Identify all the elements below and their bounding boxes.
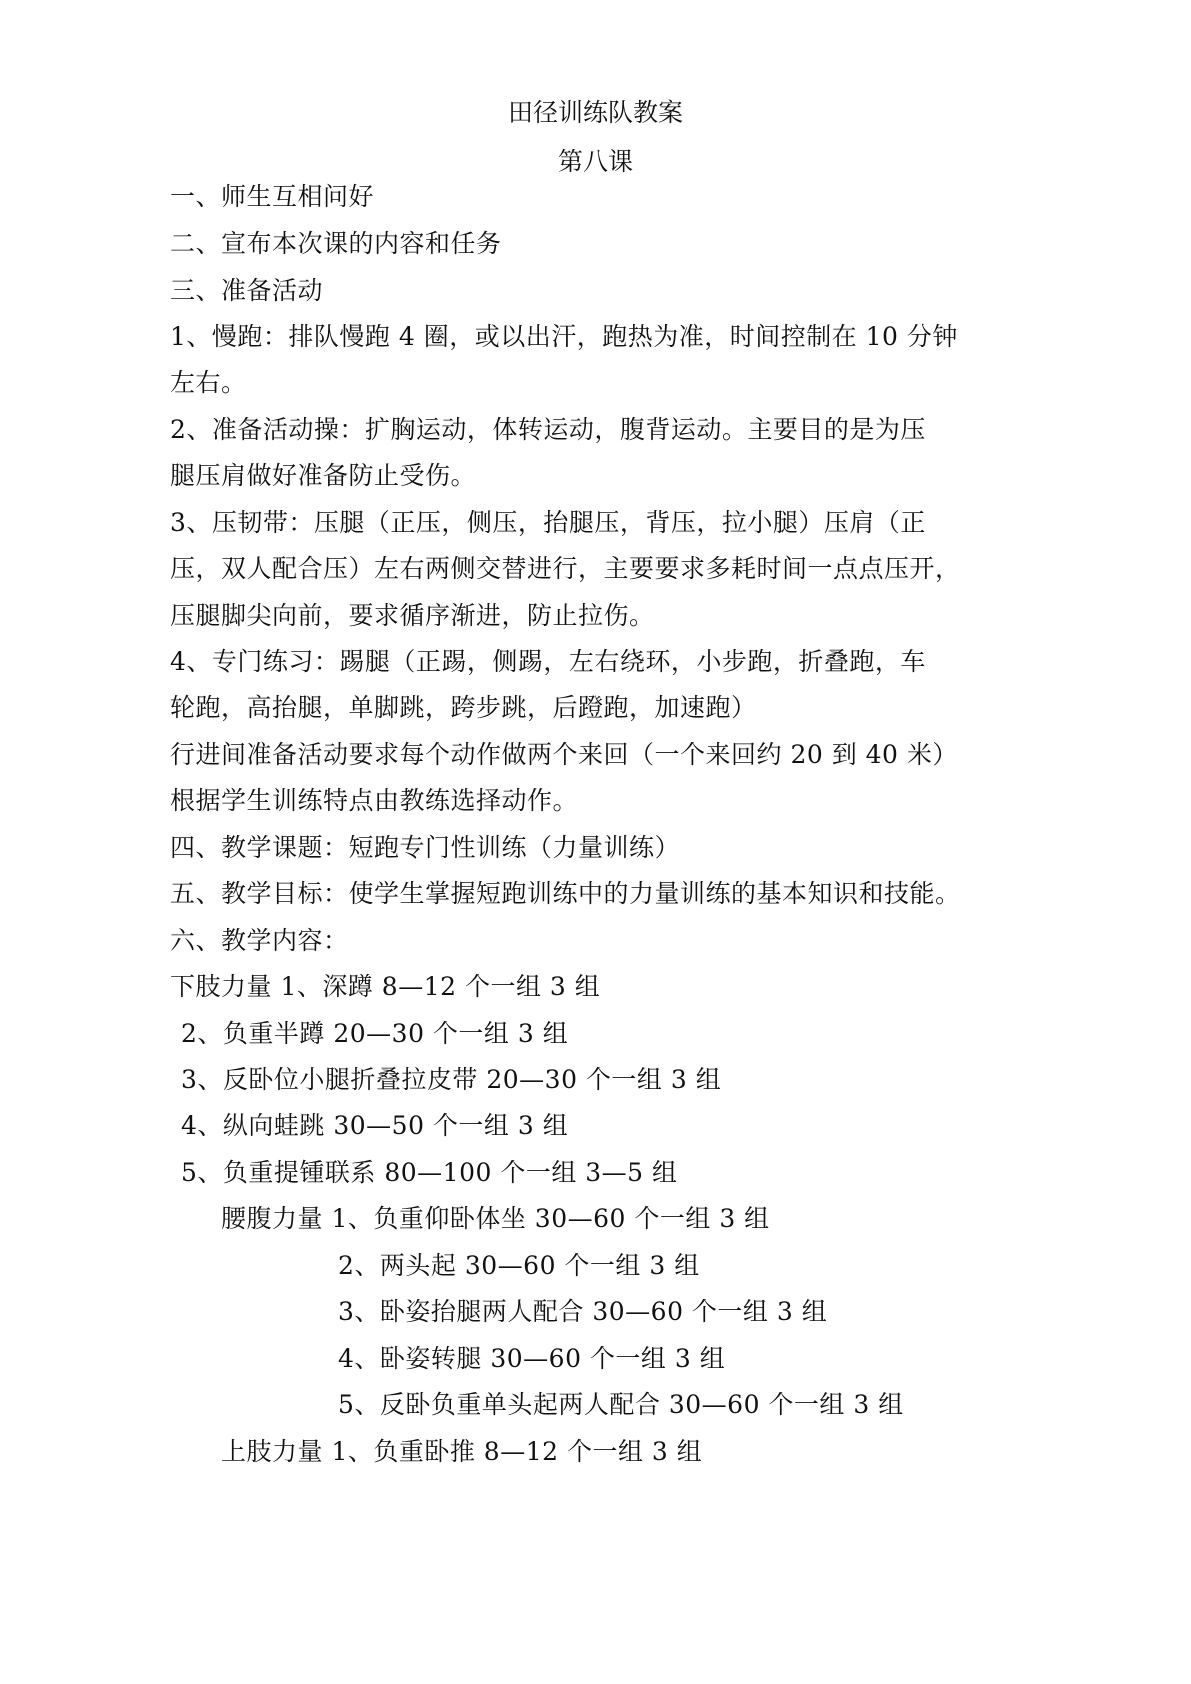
text-line: 腿压肩做好准备防止受伤。: [170, 461, 477, 490]
text-line: 六、教学内容：: [170, 926, 349, 955]
document-title: 田径训练队教案: [507, 98, 683, 127]
text-line: 四、教学课题：短跑专门性训练（力量训练）: [170, 833, 681, 862]
text-line: 1、慢跑：排队慢跑 4 圈，或以出汗，跑热为准，时间控制在 10 分钟: [170, 322, 958, 351]
text-line: 一、师生互相问好: [170, 182, 375, 211]
list-item: 3、反卧位小腿折叠拉皮带 20—30 个一组 3 组: [181, 1065, 722, 1094]
list-item: 5、负重提锺联系 80—100 个一组 3—5 组: [181, 1158, 678, 1187]
list-item: 3、卧姿抬腿两人配合 30—60 个一组 3 组: [338, 1297, 828, 1326]
text-line: 五、教学目标：使学生掌握短跑训练中的力量训练的基本知识和技能。: [170, 879, 961, 908]
text-line: 轮跑，高抬腿，单脚跳，跨步跳，后蹬跑，加速跑）: [170, 693, 757, 722]
list-item: 腰腹力量 1、负重仰卧体坐 30—60 个一组 3 组: [221, 1204, 770, 1233]
list-item: 4、纵向蛙跳 30—50 个一组 3 组: [181, 1111, 569, 1140]
text-line: 压，双人配合压）左右两侧交替进行，主要要求多耗时间一点点压开，: [170, 554, 961, 583]
text-line: 根据学生训练特点由教练选择动作。: [170, 786, 579, 815]
list-item: 上肢力量 1、负重卧推 8—12 个一组 3 组: [221, 1437, 703, 1466]
text-line: 行进间准备活动要求每个动作做两个来回（一个来回约 20 到 40 米）: [170, 740, 958, 769]
text-line: 三、准备活动: [170, 276, 324, 305]
text-line: 二、宣布本次课的内容和任务: [170, 229, 502, 258]
text-line: 压腿脚尖向前，要求循序渐进，防止拉伤。: [170, 601, 655, 630]
list-item: 4、卧姿转腿 30—60 个一组 3 组: [338, 1344, 726, 1373]
list-item: 下肢力量 1、深蹲 8—12 个一组 3 组: [170, 972, 601, 1001]
lesson-subtitle: 第八课: [557, 147, 633, 176]
text-line: 4、专门练习：踢腿（正踢，侧踢，左右绕环，小步跑，折叠跑，车: [170, 647, 926, 676]
list-item: 5、反卧负重单头起两人配合 30—60 个一组 3 组: [338, 1390, 904, 1419]
list-item: 2、两头起 30—60 个一组 3 组: [338, 1251, 700, 1280]
text-line: 左右。: [170, 368, 247, 397]
text-line: 2、准备活动操：扩胸运动，体转运动，腹背运动。主要目的是为压: [170, 415, 926, 444]
list-item: 2、负重半蹲 20—30 个一组 3 组: [181, 1019, 569, 1048]
text-line: 3、压韧带：压腿（正压，侧压，抬腿压，背压，拉小腿）压肩（正: [170, 508, 926, 537]
